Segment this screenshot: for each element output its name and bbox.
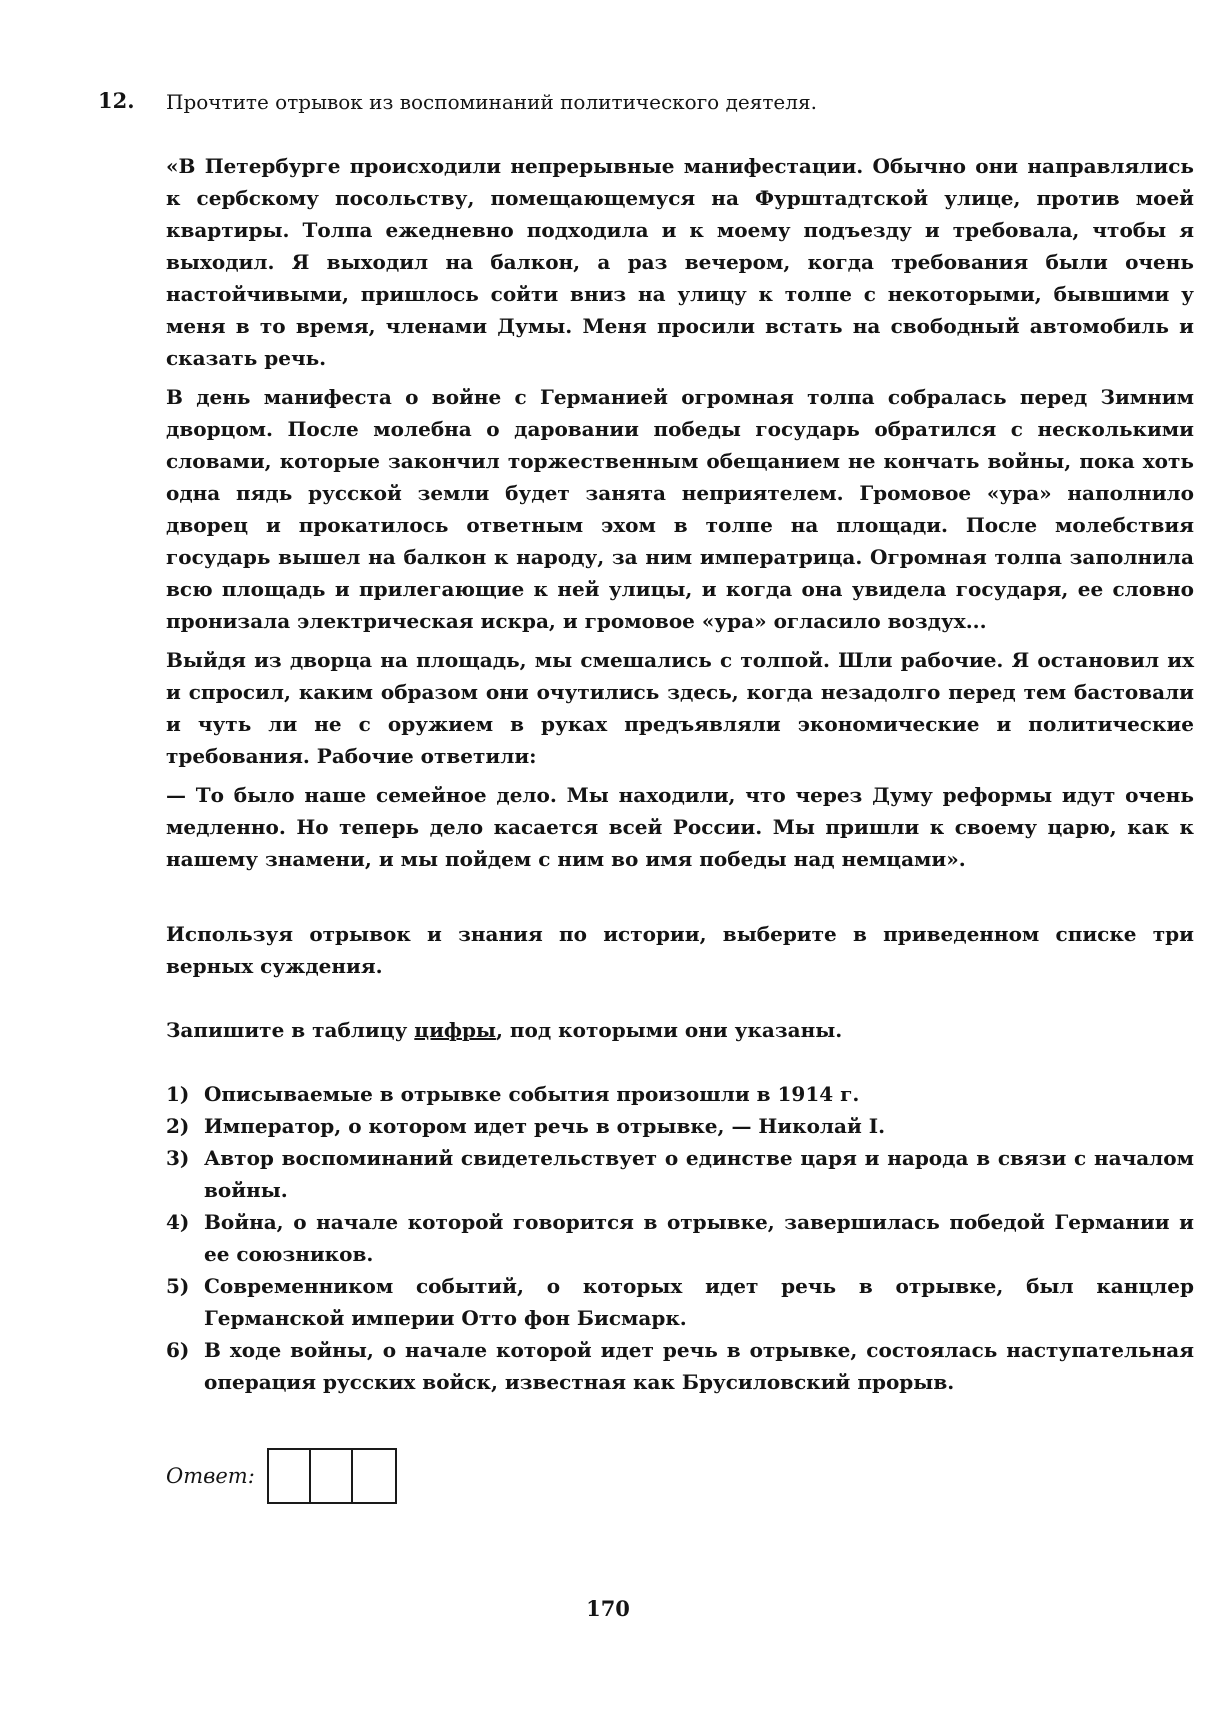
instruction-write-before: Запишите в таблицу (166, 1018, 415, 1042)
option-text: Современником событий, о которых идет речь в отрывке, был канцлер Германской империи Отто фон Бисмарк. (204, 1274, 1194, 1330)
option-text: Император, о котором идет речь в отрывке, — Николай I. (204, 1114, 886, 1138)
excerpt-paragraph: Выйдя из дворца на площадь, мы смешались с толпой. Шли рабочие. Я остановил их и спросил, каким образом они очутились здесь, когда незадолго перед тем бастовали и чуть ли не с оружием в руках предъявляли экономические и политические требования. Рабочие ответили: (166, 648, 1194, 768)
option-text: В ходе войны, о начале которой идет речь в отрывке, состоялась наступательная операция русских войск, известная как Брусиловский прорыв. (204, 1338, 1194, 1394)
excerpt-paragraph: — То было наше семейное дело. Мы находили, что через Думу реформы идут очень медленно. Но теперь дело касается всей России. Мы пришли к своему царю, как к нашему знамени, и мы пойдем с ним во имя победы над немцами». (166, 783, 1194, 871)
answer-box (267, 1448, 397, 1504)
option-item (166, 1206, 1194, 1270)
answer-label: Ответ: (166, 1464, 255, 1488)
option-number: 1) (166, 1082, 190, 1106)
instruction-choose: Используя отрывок и знания по истории, выберите в приведенном списке три верных суждения. (166, 922, 1194, 978)
option-number: 3) (166, 1146, 190, 1170)
answer-cell-3[interactable] (353, 1450, 395, 1502)
task-intro: Прочтите отрывок из воспоминаний политического деятеля. (166, 90, 817, 114)
answer-cell-1[interactable] (269, 1450, 311, 1502)
task-number: 12. (98, 88, 135, 113)
option-text: Описываемые в отрывке события произошли в 1914 г. (204, 1082, 860, 1106)
option-item (166, 1110, 1194, 1142)
option-item (166, 1142, 1194, 1206)
option-number: 6) (166, 1338, 190, 1362)
page-number: 170 (586, 1596, 630, 1621)
instruction-write (166, 1014, 1194, 1046)
option-number: 4) (166, 1210, 190, 1234)
memoir-excerpt (166, 150, 1194, 882)
option-number: 2) (166, 1114, 190, 1138)
option-item (166, 1078, 1194, 1110)
option-item (166, 1270, 1194, 1334)
option-item (166, 1334, 1194, 1398)
instruction-write-after: , под которыми они указаны. (495, 1018, 843, 1042)
excerpt-paragraph: «В Петербурге происходили непрерывные манифестации. Обычно они направлялись к сербскому посольству, помещающемуся на Фурштадтской улице, против моей квартиры. Толпа ежедневно подходила и к моему подъезду и требовала, чтобы я выходил. Я выходил на балкон, а раз вечером, когда требования были очень настойчивыми, пришлось сойти вниз на улицу к толпе с некоторыми, бывшими у меня в то время, членами Думы. Меня просили встать на свободный автомобиль и сказать речь. (166, 154, 1194, 370)
answer-cell-2[interactable] (311, 1450, 353, 1502)
option-text: Война, о начале которой говорится в отрывке, завершилась победой Германии и ее союзников. (204, 1210, 1194, 1266)
option-number: 5) (166, 1274, 190, 1298)
excerpt-paragraph: В день манифеста о войне с Германией огромная толпа собралась перед Зимним дворцом. После молебна о даровании победы государь обратился с несколькими словами, которые закончил торжественным обещанием не кончать войны, пока хоть одна пядь русской земли будет занята неприятелем. Громовое «ура» наполнило дворец и прокатилось ответным эхом в толпе на площади. После молебствия государь вышел на балкон к народу, за ним императрица. Огромная толпа заполнила всю площадь и прилегающие к ней улицы, и когда она увидела государя, ее словно пронизала электрическая искра, и громовое «ура» огласило воздух... (166, 385, 1194, 633)
option-text: Автор воспоминаний свидетельствует о единстве царя и народа в связи с началом войны. (204, 1146, 1194, 1202)
instruction-write-underlined: цифры (414, 1018, 496, 1042)
options-list (166, 1078, 1194, 1398)
answer-section (166, 1448, 397, 1504)
